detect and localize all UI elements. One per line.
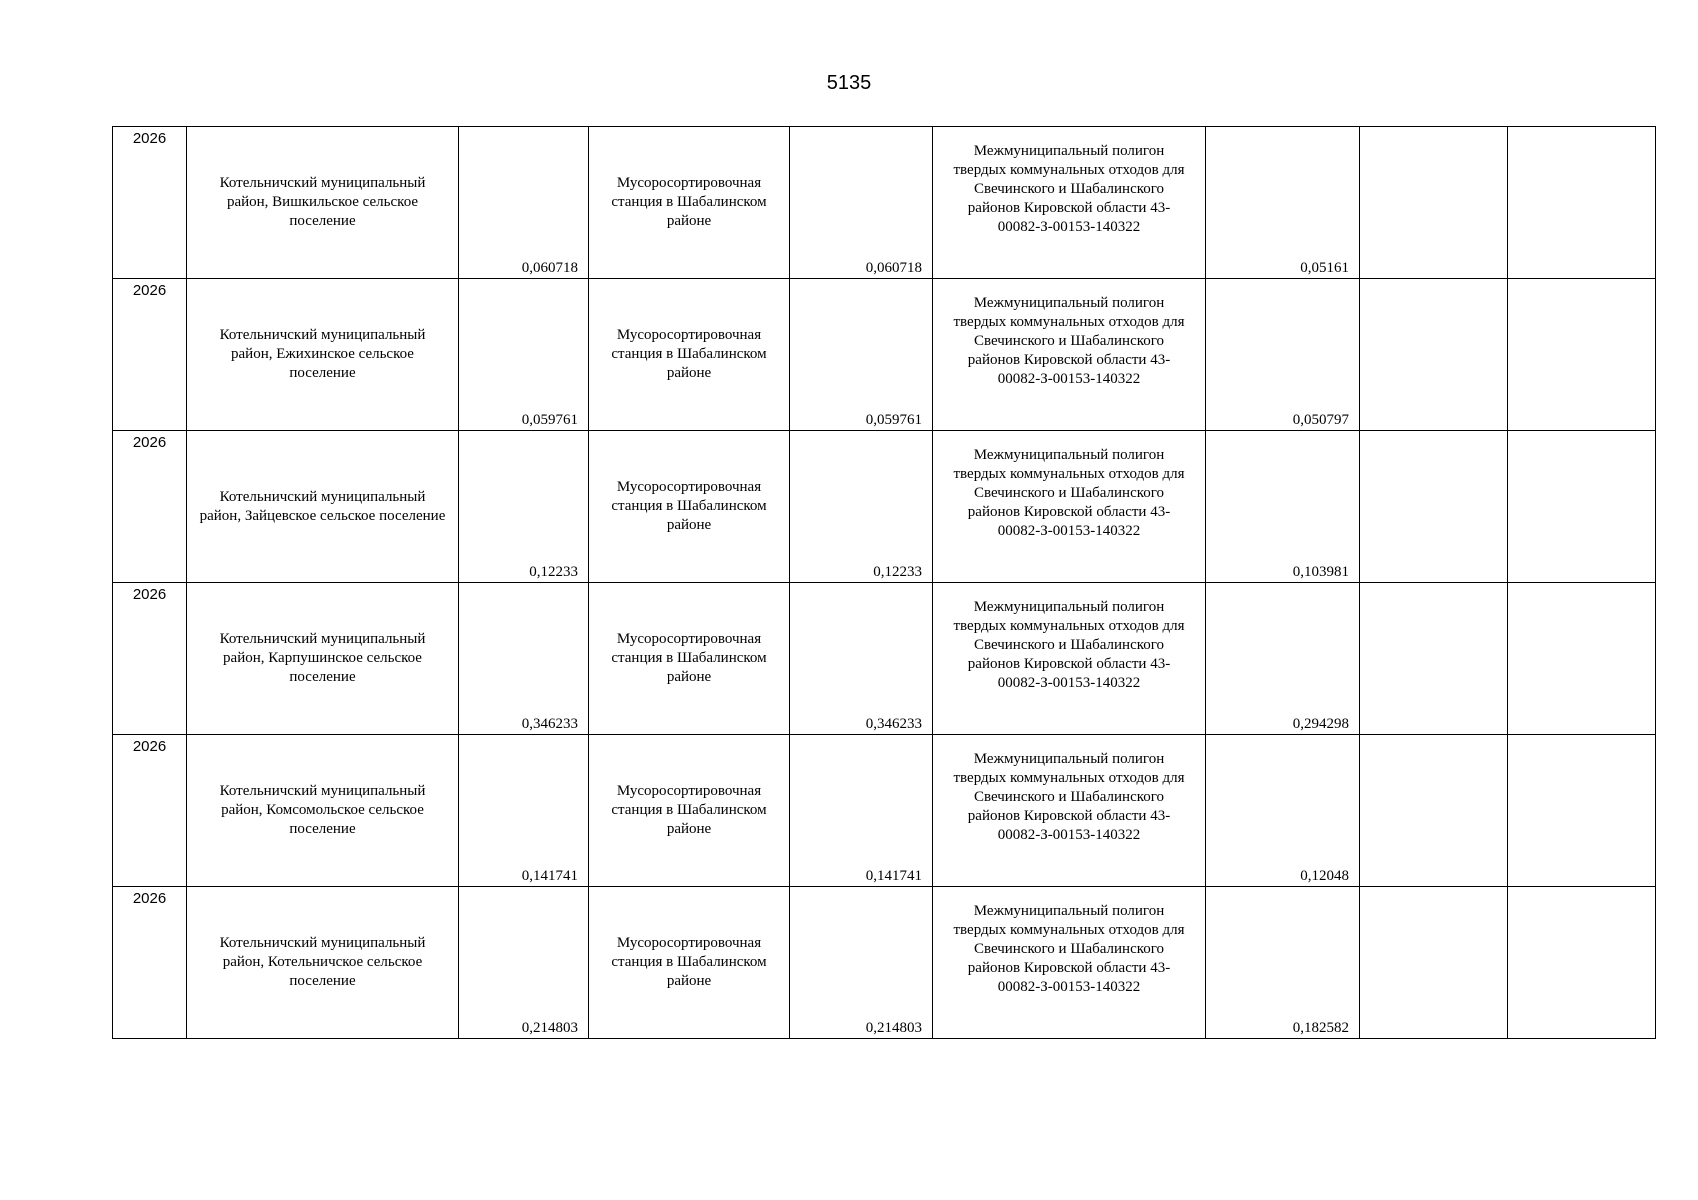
source-cell: Котельничский муниципальный район, Вишкильское сельское поселение [187,127,459,279]
year-cell: 2026 [113,127,187,279]
year-cell: 2026 [113,887,187,1039]
empty-cell [1508,431,1656,583]
empty-cell [1508,735,1656,887]
amount-cell-2: 0,346233 [790,583,933,735]
empty-cell [1360,279,1508,431]
empty-cell [1360,127,1508,279]
amount-cell-3: 0,182582 [1206,887,1360,1039]
empty-cell [1360,583,1508,735]
year-cell: 2026 [113,735,187,887]
amount-cell-2: 0,060718 [790,127,933,279]
amount-cell-1: 0,214803 [459,887,589,1039]
destination-cell: Межмуниципальный полигон твердых коммунальных отходов для Свечинского и Шабалинского районов Кировской области 43-00082-З-00153-140322 [933,887,1206,1039]
table-row [113,431,1656,583]
facility-cell: Мусоросортировочная станция в Шабалинском районе [589,431,790,583]
amount-cell-3: 0,294298 [1206,583,1360,735]
empty-cell [1360,735,1508,887]
amount-cell-3: 0,05161 [1206,127,1360,279]
source-cell: Котельничский муниципальный район, Котельничское сельское поселение [187,887,459,1039]
table-row [113,127,1656,279]
amount-cell-2: 0,214803 [790,887,933,1039]
amount-cell-1: 0,12233 [459,431,589,583]
amount-cell-3: 0,103981 [1206,431,1360,583]
amount-cell-1: 0,059761 [459,279,589,431]
empty-cell [1508,583,1656,735]
table-row [113,279,1656,431]
amount-cell-2: 0,141741 [790,735,933,887]
facility-cell: Мусоросортировочная станция в Шабалинском районе [589,735,790,887]
year-cell: 2026 [113,279,187,431]
amount-cell-2: 0,059761 [790,279,933,431]
year-cell: 2026 [113,583,187,735]
table-row [113,583,1656,735]
waste-flow-table [112,126,1656,1039]
destination-cell: Межмуниципальный полигон твердых коммунальных отходов для Свечинского и Шабалинского районов Кировской области 43-00082-З-00153-140322 [933,735,1206,887]
destination-cell: Межмуниципальный полигон твердых коммунальных отходов для Свечинского и Шабалинского районов Кировской области 43-00082-З-00153-140322 [933,431,1206,583]
empty-cell [1508,127,1656,279]
page-number: 5135 [826,72,872,94]
amount-cell-1: 0,060718 [459,127,589,279]
facility-cell: Мусоросортировочная станция в Шабалинском районе [589,887,790,1039]
source-cell: Котельничский муниципальный район, Комсомольское сельское поселение [187,735,459,887]
table-row [113,735,1656,887]
destination-cell: Межмуниципальный полигон твердых коммунальных отходов для Свечинского и Шабалинского районов Кировской области 43-00082-З-00153-140322 [933,127,1206,279]
empty-cell [1508,887,1656,1039]
source-cell: Котельничский муниципальный район, Ежихинское сельское поселение [187,279,459,431]
destination-cell: Межмуниципальный полигон твердых коммунальных отходов для Свечинского и Шабалинского районов Кировской области 43-00082-З-00153-140322 [933,583,1206,735]
amount-cell-1: 0,346233 [459,583,589,735]
amount-cell-3: 0,050797 [1206,279,1360,431]
destination-cell: Межмуниципальный полигон твердых коммунальных отходов для Свечинского и Шабалинского районов Кировской области 43-00082-З-00153-140322 [933,279,1206,431]
source-cell: Котельничский муниципальный район, Карпушинское сельское поселение [187,583,459,735]
empty-cell [1360,431,1508,583]
amount-cell-3: 0,12048 [1206,735,1360,887]
facility-cell: Мусоросортировочная станция в Шабалинском районе [589,127,790,279]
facility-cell: Мусоросортировочная станция в Шабалинском районе [589,583,790,735]
amount-cell-1: 0,141741 [459,735,589,887]
amount-cell-2: 0,12233 [790,431,933,583]
year-cell: 2026 [113,431,187,583]
empty-cell [1360,887,1508,1039]
table-row [113,887,1656,1039]
empty-cell [1508,279,1656,431]
source-cell: Котельничский муниципальный район, Зайцевское сельское поселение [187,431,459,583]
facility-cell: Мусоросортировочная станция в Шабалинском районе [589,279,790,431]
